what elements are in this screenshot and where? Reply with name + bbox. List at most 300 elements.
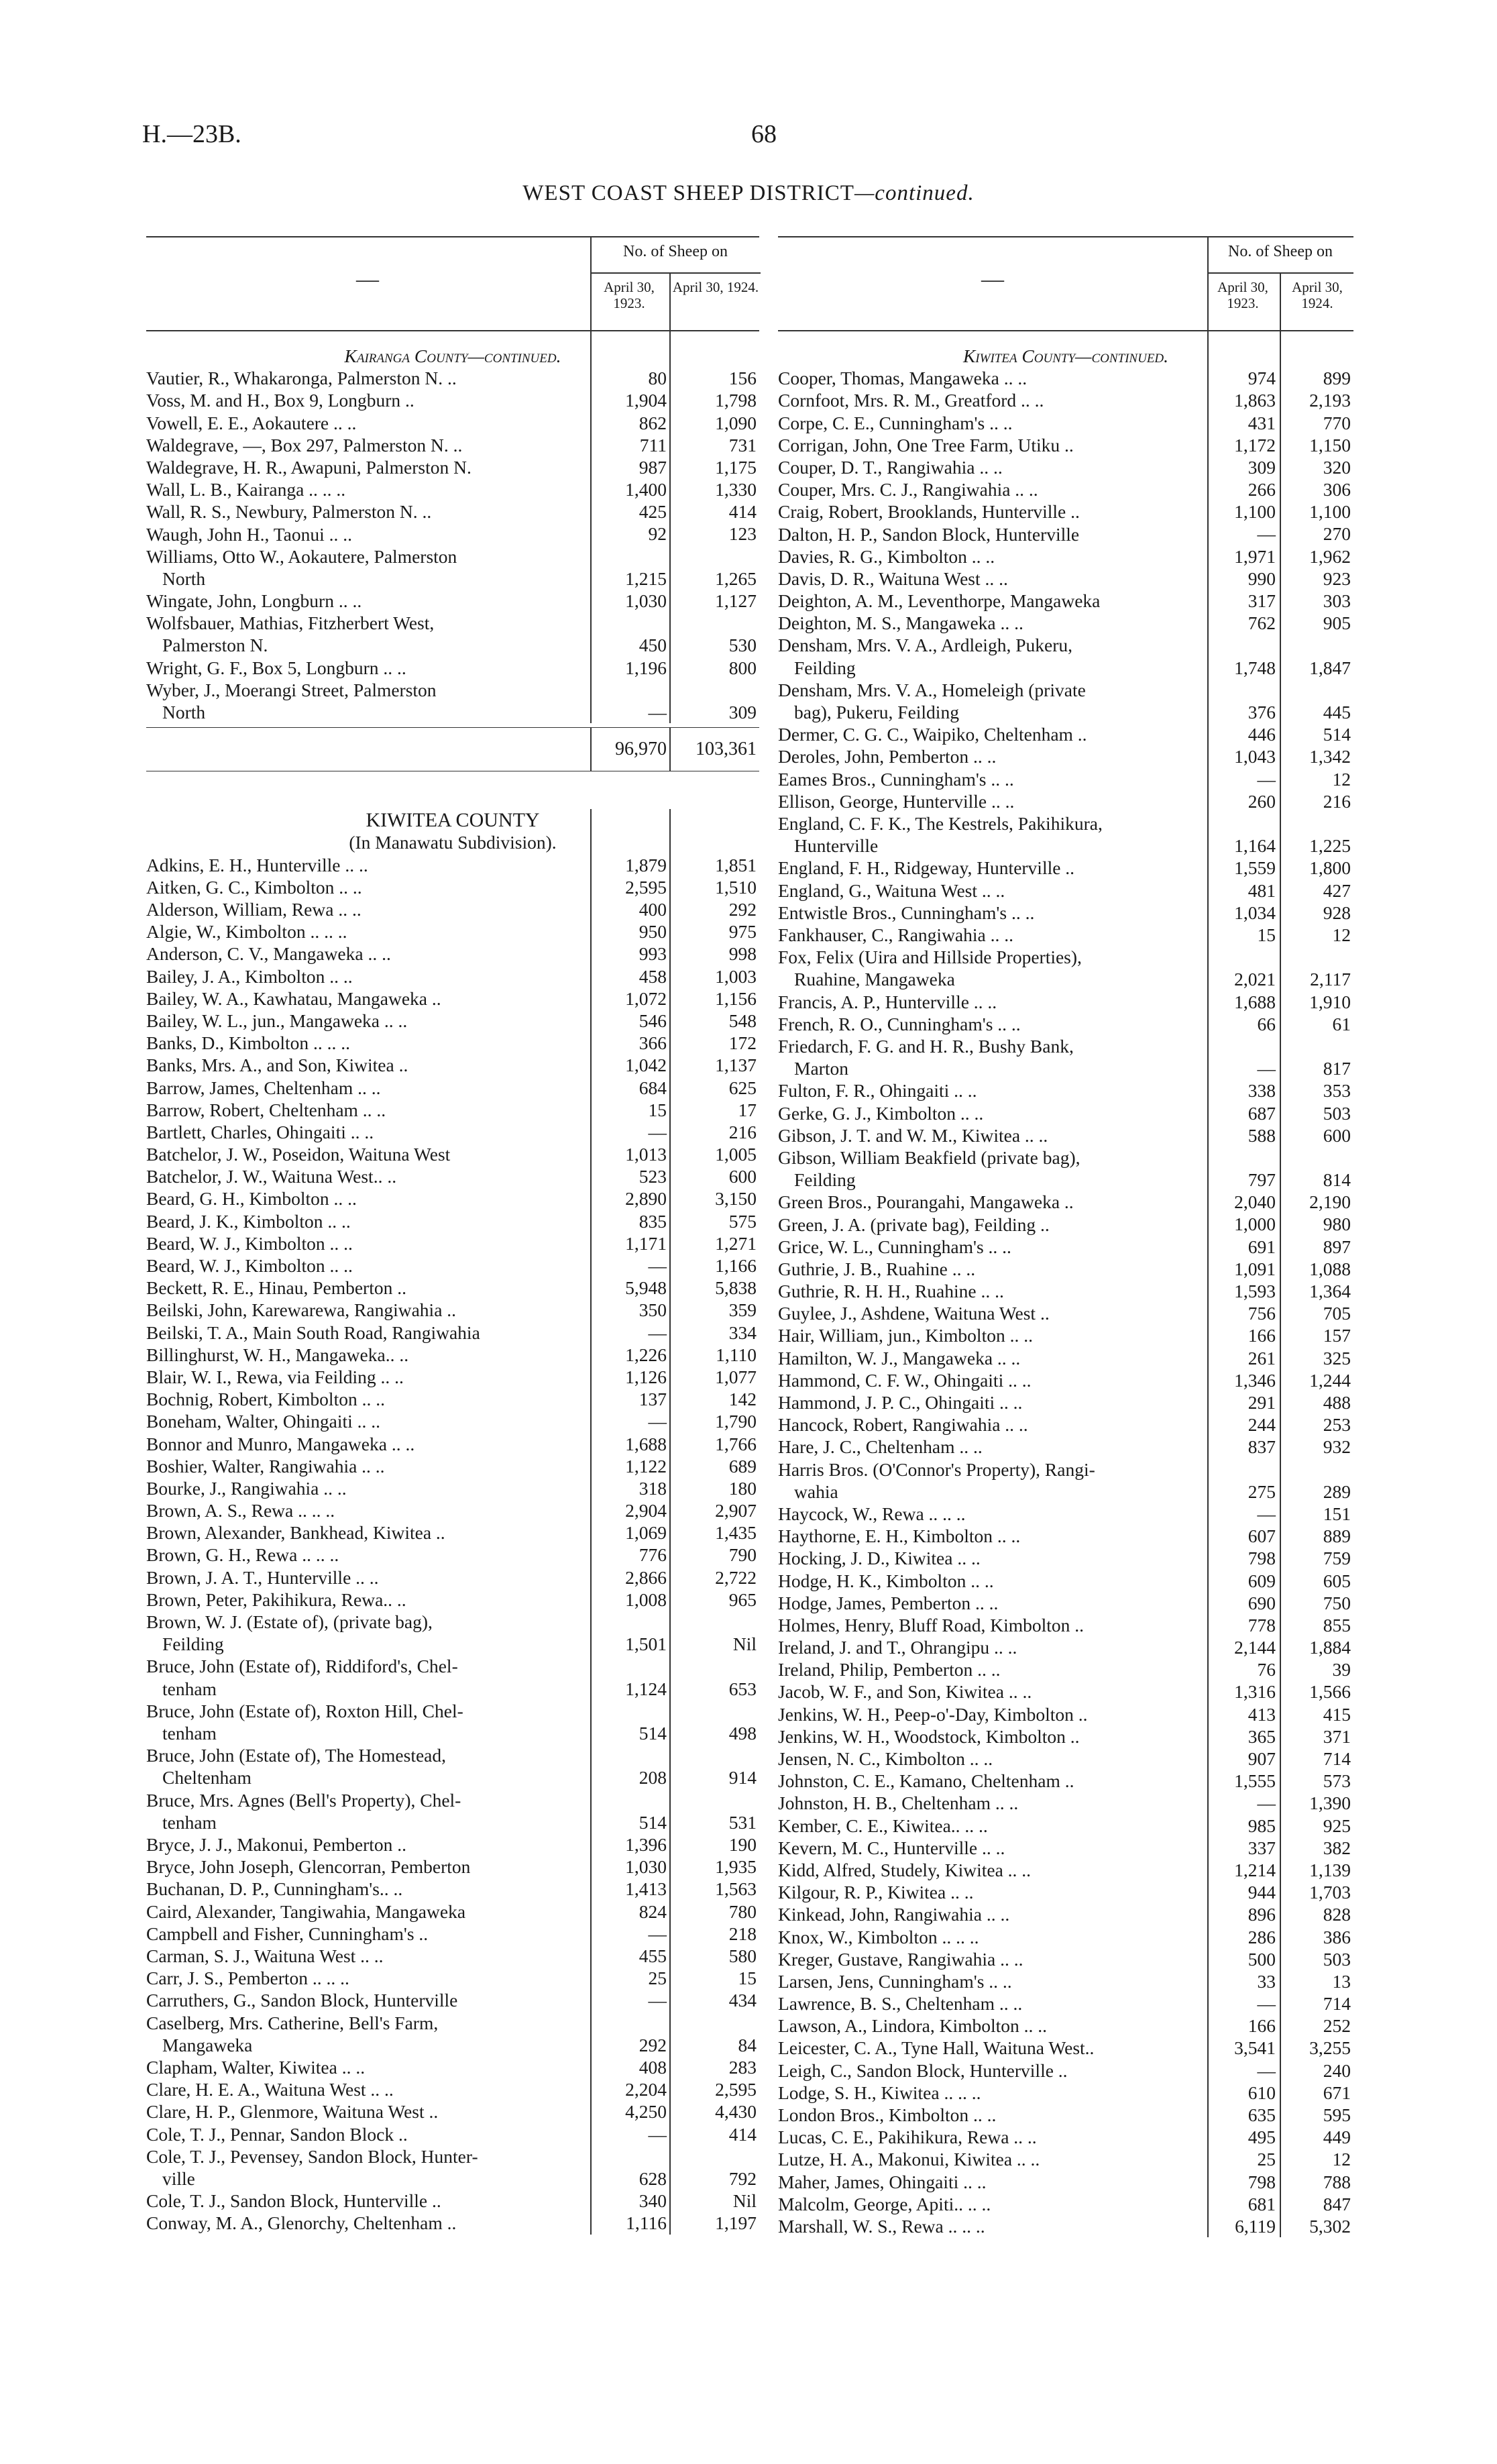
sheep-count-1924: 1,005 [715, 1144, 757, 1165]
owner-name-line: Bartlett, Charles, Ohingaiti .. .. [146, 1121, 374, 1142]
owner-name-line: Hamilton, W. J., Mangaweka .. .. [778, 1347, 1021, 1369]
sheep-count-1924: 855 [1323, 1614, 1351, 1636]
owner-name-line: Vautier, R., Whakaronga, Palmerston N. .. [146, 368, 457, 389]
owner-name-line: Waldegrave, —, Box 297, Palmerston N. .. [146, 434, 463, 456]
sheep-count-1923: 1,043 [1234, 746, 1276, 767]
sheep-count-1923: 495 [1248, 2127, 1276, 2148]
table-row [146, 1945, 759, 1967]
owner-name [778, 1013, 1201, 1035]
sheep-count-1923: 400 [639, 899, 667, 920]
sheep-count-1924: 1,088 [1309, 1258, 1351, 1279]
table-row [146, 1187, 759, 1210]
table-row [778, 1079, 1353, 1102]
sheep-count-1924: 653 [728, 1678, 757, 1699]
owner-name [146, 1299, 582, 1321]
sheep-count-1923: 1,072 [625, 987, 667, 1009]
owner-name-line: Clare, H. P., Glenmore, Waituna West .. [146, 2101, 439, 2123]
owner-name-line: Bailey, W. A., Kawhatau, Mangaweka .. [146, 987, 441, 1009]
owner-name-line: London Bros., Kimbolton .. .. [778, 2104, 997, 2126]
sheep-count-1923: 862 [639, 412, 667, 433]
owner-name [146, 679, 582, 723]
table-row [778, 679, 1353, 723]
sheep-count-1923: 455 [639, 1945, 667, 1966]
table-row [146, 1499, 759, 1521]
sheep-count-1924: 1,910 [1309, 991, 1351, 1012]
sheep-count-1924: 5,302 [1309, 2215, 1351, 2237]
sheep-count-1923: 1,171 [625, 1232, 667, 1254]
owner-name-line: Carman, S. J., Waituna West .. .. [146, 1945, 384, 1966]
owner-name [146, 1254, 582, 1277]
sheep-count-1923: 2,890 [625, 1188, 667, 1210]
owner-name [778, 1837, 1201, 1859]
owner-name-line: Ireland, Philip, Pemberton .. .. [778, 1659, 1001, 1680]
sheep-count-1924: 998 [728, 943, 757, 965]
table-row [146, 1433, 759, 1455]
owner-name [146, 1366, 582, 1388]
owner-name [146, 2056, 582, 2078]
sheep-count-1923: 588 [1248, 1124, 1276, 1146]
table-row [146, 1789, 759, 1833]
sheep-count-1923: 4,250 [625, 2101, 667, 2123]
table-row [778, 879, 1353, 902]
table-row [146, 1967, 759, 1989]
owner-name [146, 1322, 582, 1344]
owner-name [778, 1102, 1201, 1124]
sheep-count-1923: 835 [639, 1210, 667, 1232]
sheep-count-1924: 434 [728, 1990, 757, 2011]
owner-name-line: Bruce, Mrs. Agnes (Bell's Property), Chel- [146, 1789, 461, 1811]
owner-name [778, 1881, 1201, 1903]
sheep-count-1923: 776 [639, 1544, 667, 1566]
header-dash: — [981, 267, 1004, 292]
sheep-count-1924: 1,342 [1309, 746, 1351, 767]
owner-name-line: Leicester, C. A., Tyne Hall, Waituna West.. [778, 2037, 1095, 2059]
sheep-count-1923: 15 [648, 1099, 667, 1120]
table-row [778, 612, 1353, 634]
sheep-count-1924: 371 [1323, 1725, 1351, 1747]
sheep-count-1923: 944 [1248, 1882, 1276, 1903]
owner-name-line: Jacob, W. F., and Son, Kiwitea .. .. [778, 1681, 1032, 1703]
table-row [778, 2215, 1353, 2237]
owner-name [146, 920, 582, 943]
table-row [146, 478, 759, 500]
owner-name-line: Buchanan, D. P., Cunningham's.. .. [146, 1878, 403, 1900]
owner-name [778, 1815, 1201, 1837]
sheep-count-1924: 216 [728, 1121, 757, 1142]
sheep-count-1924: 780 [728, 1900, 757, 1922]
sheep-count-1924: 427 [1323, 879, 1351, 901]
sheep-count-1923: 896 [1248, 1904, 1276, 1925]
owner-name [778, 2082, 1201, 2104]
owner-name-continuation: tenham [162, 1723, 217, 1744]
sheep-count-1923: 2,040 [1234, 1191, 1276, 1213]
sheep-count-1923: 974 [1248, 368, 1276, 389]
owner-name [146, 1143, 582, 1165]
owner-name [778, 1970, 1201, 1992]
sheep-count-1924: 1,090 [715, 412, 757, 433]
sheep-count-1923: — [1257, 1993, 1276, 2015]
owner-name [778, 2059, 1201, 2082]
table-row [146, 2212, 759, 2234]
sheep-count-1923: 376 [1248, 702, 1276, 723]
sheep-count-1923: 15 [1257, 924, 1276, 945]
sheep-count-1924: 414 [728, 501, 757, 523]
sheep-count-1924: 151 [1323, 1503, 1351, 1524]
sheep-count-1924: 325 [1323, 1347, 1351, 1369]
owner-name-line: Bruce, John (Estate of), The Homestead, [146, 1745, 446, 1766]
sheep-count-1923: 261 [1248, 1347, 1276, 1369]
owner-name [146, 1878, 582, 1900]
right-column [778, 236, 1353, 2237]
table-row [778, 2126, 1353, 2148]
sheep-count-1924: 303 [1323, 590, 1351, 612]
table-row [146, 965, 759, 987]
table-row [778, 1347, 1353, 1369]
table-row [778, 456, 1353, 478]
sheep-count-1924: 1,139 [1309, 1859, 1351, 1880]
owner-name [146, 2078, 582, 2100]
table-row [778, 946, 1353, 990]
table-row [778, 1391, 1353, 1413]
owner-name-line: Bailey, J. A., Kimbolton .. .. [146, 965, 353, 987]
sheep-count-1923: 317 [1248, 590, 1276, 612]
sheep-count-1923: 366 [639, 1032, 667, 1054]
sheep-count-1923: 635 [1248, 2104, 1276, 2126]
sheep-count-1924: 548 [728, 1010, 757, 1031]
sheep-count-1924: 1,390 [1309, 1792, 1351, 1814]
owner-name [778, 1547, 1201, 1569]
sheep-count-1923: 798 [1248, 2171, 1276, 2192]
sheep-count-1924: 750 [1323, 1592, 1351, 1613]
sheep-count-1924: 2,193 [1309, 390, 1351, 411]
sheep-count-1924: 414 [728, 2123, 757, 2145]
owner-name-line: Guthrie, J. B., Ruahine .. .. [778, 1258, 976, 1279]
owner-name [146, 1655, 582, 1699]
table-row [146, 1344, 759, 1366]
sheep-count-1924: 84 [738, 2034, 757, 2055]
sheep-count-1923: 450 [639, 635, 667, 656]
owner-name-line: Beckett, R. E., Hinau, Pemberton .. [146, 1277, 406, 1299]
owner-name [146, 1010, 582, 1032]
table-row [146, 1700, 759, 1744]
owner-name-line: Clare, H. E. A., Waituna West .. .. [146, 2079, 394, 2100]
sheep-count-1924: 13 [1332, 1970, 1351, 1992]
sheep-count-1924: 1,962 [1309, 545, 1351, 567]
sheep-count-1923: 2,595 [625, 876, 667, 898]
owner-name [146, 1833, 582, 1856]
sheep-count-1923: 1,126 [625, 1366, 667, 1387]
owner-name-continuation: Feilding [794, 657, 856, 678]
owner-name-continuation: ville [162, 2167, 195, 2189]
left-table-header [146, 236, 759, 331]
owner-name [778, 1748, 1201, 1770]
owner-name [778, 1926, 1201, 1948]
sheep-count-1924: 320 [1323, 456, 1351, 478]
owner-name-line: Eames Bros., Cunningham's .. .. [778, 768, 1014, 790]
owner-name-line: Batchelor, J. W., Waituna West.. .. [146, 1166, 397, 1187]
owner-name-continuation: Ruahine, Mangaweka [794, 969, 955, 990]
sheep-count-1923: 690 [1248, 1592, 1276, 1613]
owner-name-line: Wall, R. S., Newbury, Palmerston N. .. [146, 501, 432, 523]
sheep-count-1923: 1,863 [1234, 390, 1276, 411]
owner-name-line: Brown, Alexander, Bankhead, Kiwitea .. [146, 1522, 445, 1544]
owner-name-line: Fox, Felix (Uira and Hillside Properties), [778, 947, 1082, 968]
sheep-count-1924: 923 [1323, 568, 1351, 589]
table-row [778, 568, 1353, 590]
owner-name [146, 1521, 582, 1544]
owner-name [778, 679, 1201, 723]
sheep-count-1923: 275 [1248, 1481, 1276, 1502]
owner-name [146, 590, 582, 612]
owner-name-line: Banks, D., Kimbolton .. .. .. [146, 1032, 351, 1054]
owner-name [778, 367, 1201, 389]
sheep-count-1924: 575 [728, 1210, 757, 1232]
owner-name [146, 2100, 582, 2123]
owner-name [146, 500, 582, 523]
table-row [146, 1366, 759, 1388]
owner-name-line: Barrow, James, Cheltenham .. .. [146, 1077, 381, 1098]
table-row [146, 920, 759, 943]
table-row [778, 2015, 1353, 2037]
owner-name [146, 389, 582, 411]
owner-name-line: Gibson, William Beakfield (private bag), [778, 1146, 1080, 1168]
owner-name-line: Kilgour, R. P., Kiwitea .. .. [778, 1882, 974, 1903]
sheep-count-1923: 798 [1248, 1548, 1276, 1569]
section-heading: Kairanga County—continued. [344, 345, 561, 366]
sheep-count-1923: 687 [1248, 1102, 1276, 1124]
table-row [146, 2100, 759, 2123]
table-row [146, 456, 759, 478]
sheep-count-1923: 208 [639, 1767, 667, 1788]
owner-name [778, 924, 1201, 946]
owner-name-line: Beard, J. K., Kimbolton .. .. [146, 1210, 351, 1232]
sheep-count-1923: 350 [639, 1299, 667, 1321]
sheep-count-1924: 625 [728, 1077, 757, 1098]
sheep-count-1924: 1,935 [715, 1856, 757, 1878]
table-row [778, 1547, 1353, 1569]
sheep-count-1923: 1,226 [625, 1344, 667, 1365]
table-row [778, 1859, 1353, 1881]
sheep-count-1923: 1,034 [1234, 902, 1276, 923]
sheep-count-1924: 514 [1323, 724, 1351, 745]
owner-name-continuation: Marton [794, 1058, 848, 1079]
sheep-count-1923: — [1257, 2059, 1276, 2081]
table-row [778, 1725, 1353, 1748]
sheep-count-1924: 334 [728, 1322, 757, 1343]
owner-name [146, 1165, 582, 1187]
owner-name [146, 1210, 582, 1232]
table-row [146, 2145, 759, 2190]
owner-name-line: Ellison, George, Hunterville .. .. [778, 790, 1015, 812]
owner-name [778, 991, 1201, 1013]
owner-name-line: Hair, William, jun., Kimbolton .. .. [778, 1325, 1033, 1346]
table-row [146, 1655, 759, 1699]
sheep-count-1923: 610 [1248, 2082, 1276, 2103]
sheep-count-1923: 1,172 [1234, 434, 1276, 456]
owner-name [778, 1391, 1201, 1413]
owner-name [778, 2104, 1201, 2126]
owner-name-line: Conway, M. A., Glenorchy, Cheltenham .. [146, 2212, 457, 2234]
col-1924-header: April 30, 1924. [1292, 279, 1343, 311]
owner-name-continuation: bag), Pukeru, Feilding [794, 702, 959, 723]
owner-name-line: Waldegrave, H. R., Awapuni, Palmerston N. [146, 456, 472, 478]
table-row [146, 1900, 759, 1923]
sheep-count-1924: 1,364 [1309, 1281, 1351, 1302]
sheep-count-1923: 1,030 [625, 590, 667, 612]
sheep-count-1924: 1,110 [716, 1344, 757, 1365]
owner-name-line: Ireland, J. and T., Ohrangipu .. .. [778, 1637, 1017, 1658]
table-row [146, 1210, 759, 1232]
table-row [778, 2082, 1353, 2104]
owner-name [778, 1214, 1201, 1236]
sheep-count-1924: 790 [728, 1544, 757, 1566]
owner-name [778, 812, 1201, 857]
sheep-count-1924: 123 [728, 523, 757, 545]
owner-name-line: Billinghurst, W. H., Mangaweka.. .. [146, 1344, 409, 1365]
sheep-count-1924: 1,175 [715, 456, 757, 478]
sheep-count-1923: 458 [639, 965, 667, 987]
sheep-count-1924: 359 [728, 1299, 757, 1321]
owner-name [778, 2015, 1201, 2037]
owner-name [146, 854, 582, 876]
sheep-count-1923: 987 [639, 456, 667, 478]
owner-name [146, 1923, 582, 1945]
owner-name-line: Boshier, Walter, Rangiwahia .. .. [146, 1455, 385, 1477]
sheep-count-1923: 291 [1248, 1391, 1276, 1413]
table-row [146, 434, 759, 456]
sheep-count-1923: 2,204 [625, 2079, 667, 2100]
owner-name [778, 879, 1201, 902]
table-row [778, 1948, 1353, 1970]
owner-name-line: Corpe, C. E., Cunningham's .. .. [778, 412, 1013, 433]
sheep-count-1923: 2,144 [1234, 1637, 1276, 1658]
sheep-count-1923: — [1257, 768, 1276, 790]
owner-name [146, 2123, 582, 2145]
owner-name-line: Cooper, Thomas, Mangaweka .. .. [778, 368, 1028, 389]
sheep-count-1923: 1,559 [1234, 857, 1276, 879]
sheep-count-1924: 1,563 [715, 1878, 757, 1900]
sheep-count-1923: 1,091 [1234, 1258, 1276, 1279]
owner-name-line: Williams, Otto W., Aokautere, Palmerston [146, 545, 457, 567]
table-row [778, 500, 1353, 523]
table-row [778, 1748, 1353, 1770]
sheep-count-1923: 762 [1248, 612, 1276, 634]
sheep-count-1923: 797 [1248, 1169, 1276, 1191]
sheep-count-1924: 449 [1323, 2127, 1351, 2148]
sheep-count-1924: 156 [728, 368, 757, 389]
owner-name [146, 1344, 582, 1366]
sheep-count-1923: 425 [639, 501, 667, 523]
sheep-count-1923: 609 [1248, 1570, 1276, 1591]
sheep-count-1924: 980 [1323, 1214, 1351, 1235]
table-row [146, 1856, 759, 1878]
table-row [146, 500, 759, 523]
owner-name-line: Carr, J. S., Pemberton .. .. .. [146, 1968, 349, 1989]
table-row [146, 2190, 759, 2212]
table-row [778, 2171, 1353, 2193]
owner-name-line: Wright, G. F., Box 5, Longburn .. .. [146, 657, 406, 678]
sheep-count-1924: 1,847 [1309, 657, 1351, 678]
owner-name [778, 1503, 1201, 1525]
owner-name-line: Cole, T. J., Pevensey, Sandon Block, Hunter- [146, 2145, 478, 2167]
sheep-count-1924: 306 [1323, 479, 1351, 500]
sheep-count-1924: 15 [738, 1968, 757, 1989]
table-row [778, 1881, 1353, 1903]
owner-name-line: Lawson, A., Lindora, Kimbolton .. .. [778, 2015, 1048, 2037]
owner-name [778, 2126, 1201, 2148]
section-title: KIWITEA COUNTY [366, 809, 540, 832]
owner-name-line: Kevern, M. C., Hunterville .. .. [778, 1837, 1005, 1858]
table-row [778, 1525, 1353, 1547]
owner-name-line: Beilski, T. A., Main South Road, Rangiwahia [146, 1322, 480, 1343]
page-title [0, 181, 1497, 206]
sheep-count-1924: 573 [1323, 1770, 1351, 1792]
sheep-count-1923: — [1257, 1792, 1276, 1814]
sheep-count-1923: 481 [1248, 879, 1276, 901]
sheep-count-1924: 1,244 [1309, 1369, 1351, 1391]
table-row [146, 1010, 759, 1032]
owner-name [778, 456, 1201, 478]
sheep-count-1924: 1,225 [1309, 835, 1351, 857]
sheep-count-1924: 1,703 [1309, 1882, 1351, 1903]
owner-name [778, 1903, 1201, 1925]
sheep-count-1923: 3,541 [1234, 2037, 1276, 2059]
sheep-count-1923: 365 [1248, 1725, 1276, 1747]
sheep-count-1923: — [648, 1322, 667, 1343]
sheep-count-1923: 266 [1248, 479, 1276, 500]
table-row [146, 1923, 759, 1945]
owner-name-continuation: Palmerston N. [162, 635, 268, 656]
sheep-count-1923: 907 [1248, 1748, 1276, 1770]
sheep-count-1924: 1,798 [715, 390, 757, 411]
owner-name [146, 1566, 582, 1589]
owner-name-line: Craig, Robert, Brooklands, Hunterville .. [778, 501, 1080, 523]
owner-name [778, 1658, 1201, 1680]
sheep-count-1923: — [1257, 523, 1276, 545]
table-row [778, 1926, 1353, 1948]
table-row [778, 1302, 1353, 1324]
owner-name-line: Brown, G. H., Rewa .. .. .. [146, 1544, 339, 1566]
owner-name [778, 1458, 1201, 1503]
table-row [778, 1614, 1353, 1636]
owner-name-continuation: Mangaweka [162, 2034, 253, 2055]
sheep-count-1923: 1,904 [625, 390, 667, 411]
owner-name [778, 2193, 1201, 2215]
table-row [146, 1611, 759, 1655]
sheep-count-1923: 1,400 [625, 479, 667, 500]
owner-name [146, 612, 582, 656]
table-row [146, 590, 759, 612]
sheep-count-1923: 244 [1248, 1414, 1276, 1436]
sheep-count-1924: Nil [732, 1633, 757, 1655]
table-row [778, 768, 1353, 790]
sheep-count-1924: 899 [1323, 368, 1351, 389]
table-row [778, 1815, 1353, 1837]
sheep-count-1924: 61 [1332, 1013, 1351, 1034]
sheep-count-1924: 1,137 [715, 1055, 757, 1076]
owner-name-line: Bochnig, Robert, Kimbolton .. .. [146, 1389, 385, 1410]
owner-name-line: Caird, Alexander, Tangiwahia, Mangaweka [146, 1900, 466, 1922]
sheep-count-1923: 1,215 [625, 568, 667, 589]
table-row [146, 1254, 759, 1277]
owner-name-line: Haythorne, E. H., Kimbolton .. .. [778, 1525, 1021, 1547]
owner-name-line: Bruce, John (Estate of), Roxton Hill, Chel- [146, 1700, 463, 1721]
table-row [146, 612, 759, 656]
owner-name-line: Barrow, Robert, Cheltenham .. .. [146, 1099, 386, 1120]
table-row [146, 1232, 759, 1254]
owner-name-line: England, G., Waituna West .. .. [778, 879, 1005, 901]
table-row [146, 679, 759, 723]
